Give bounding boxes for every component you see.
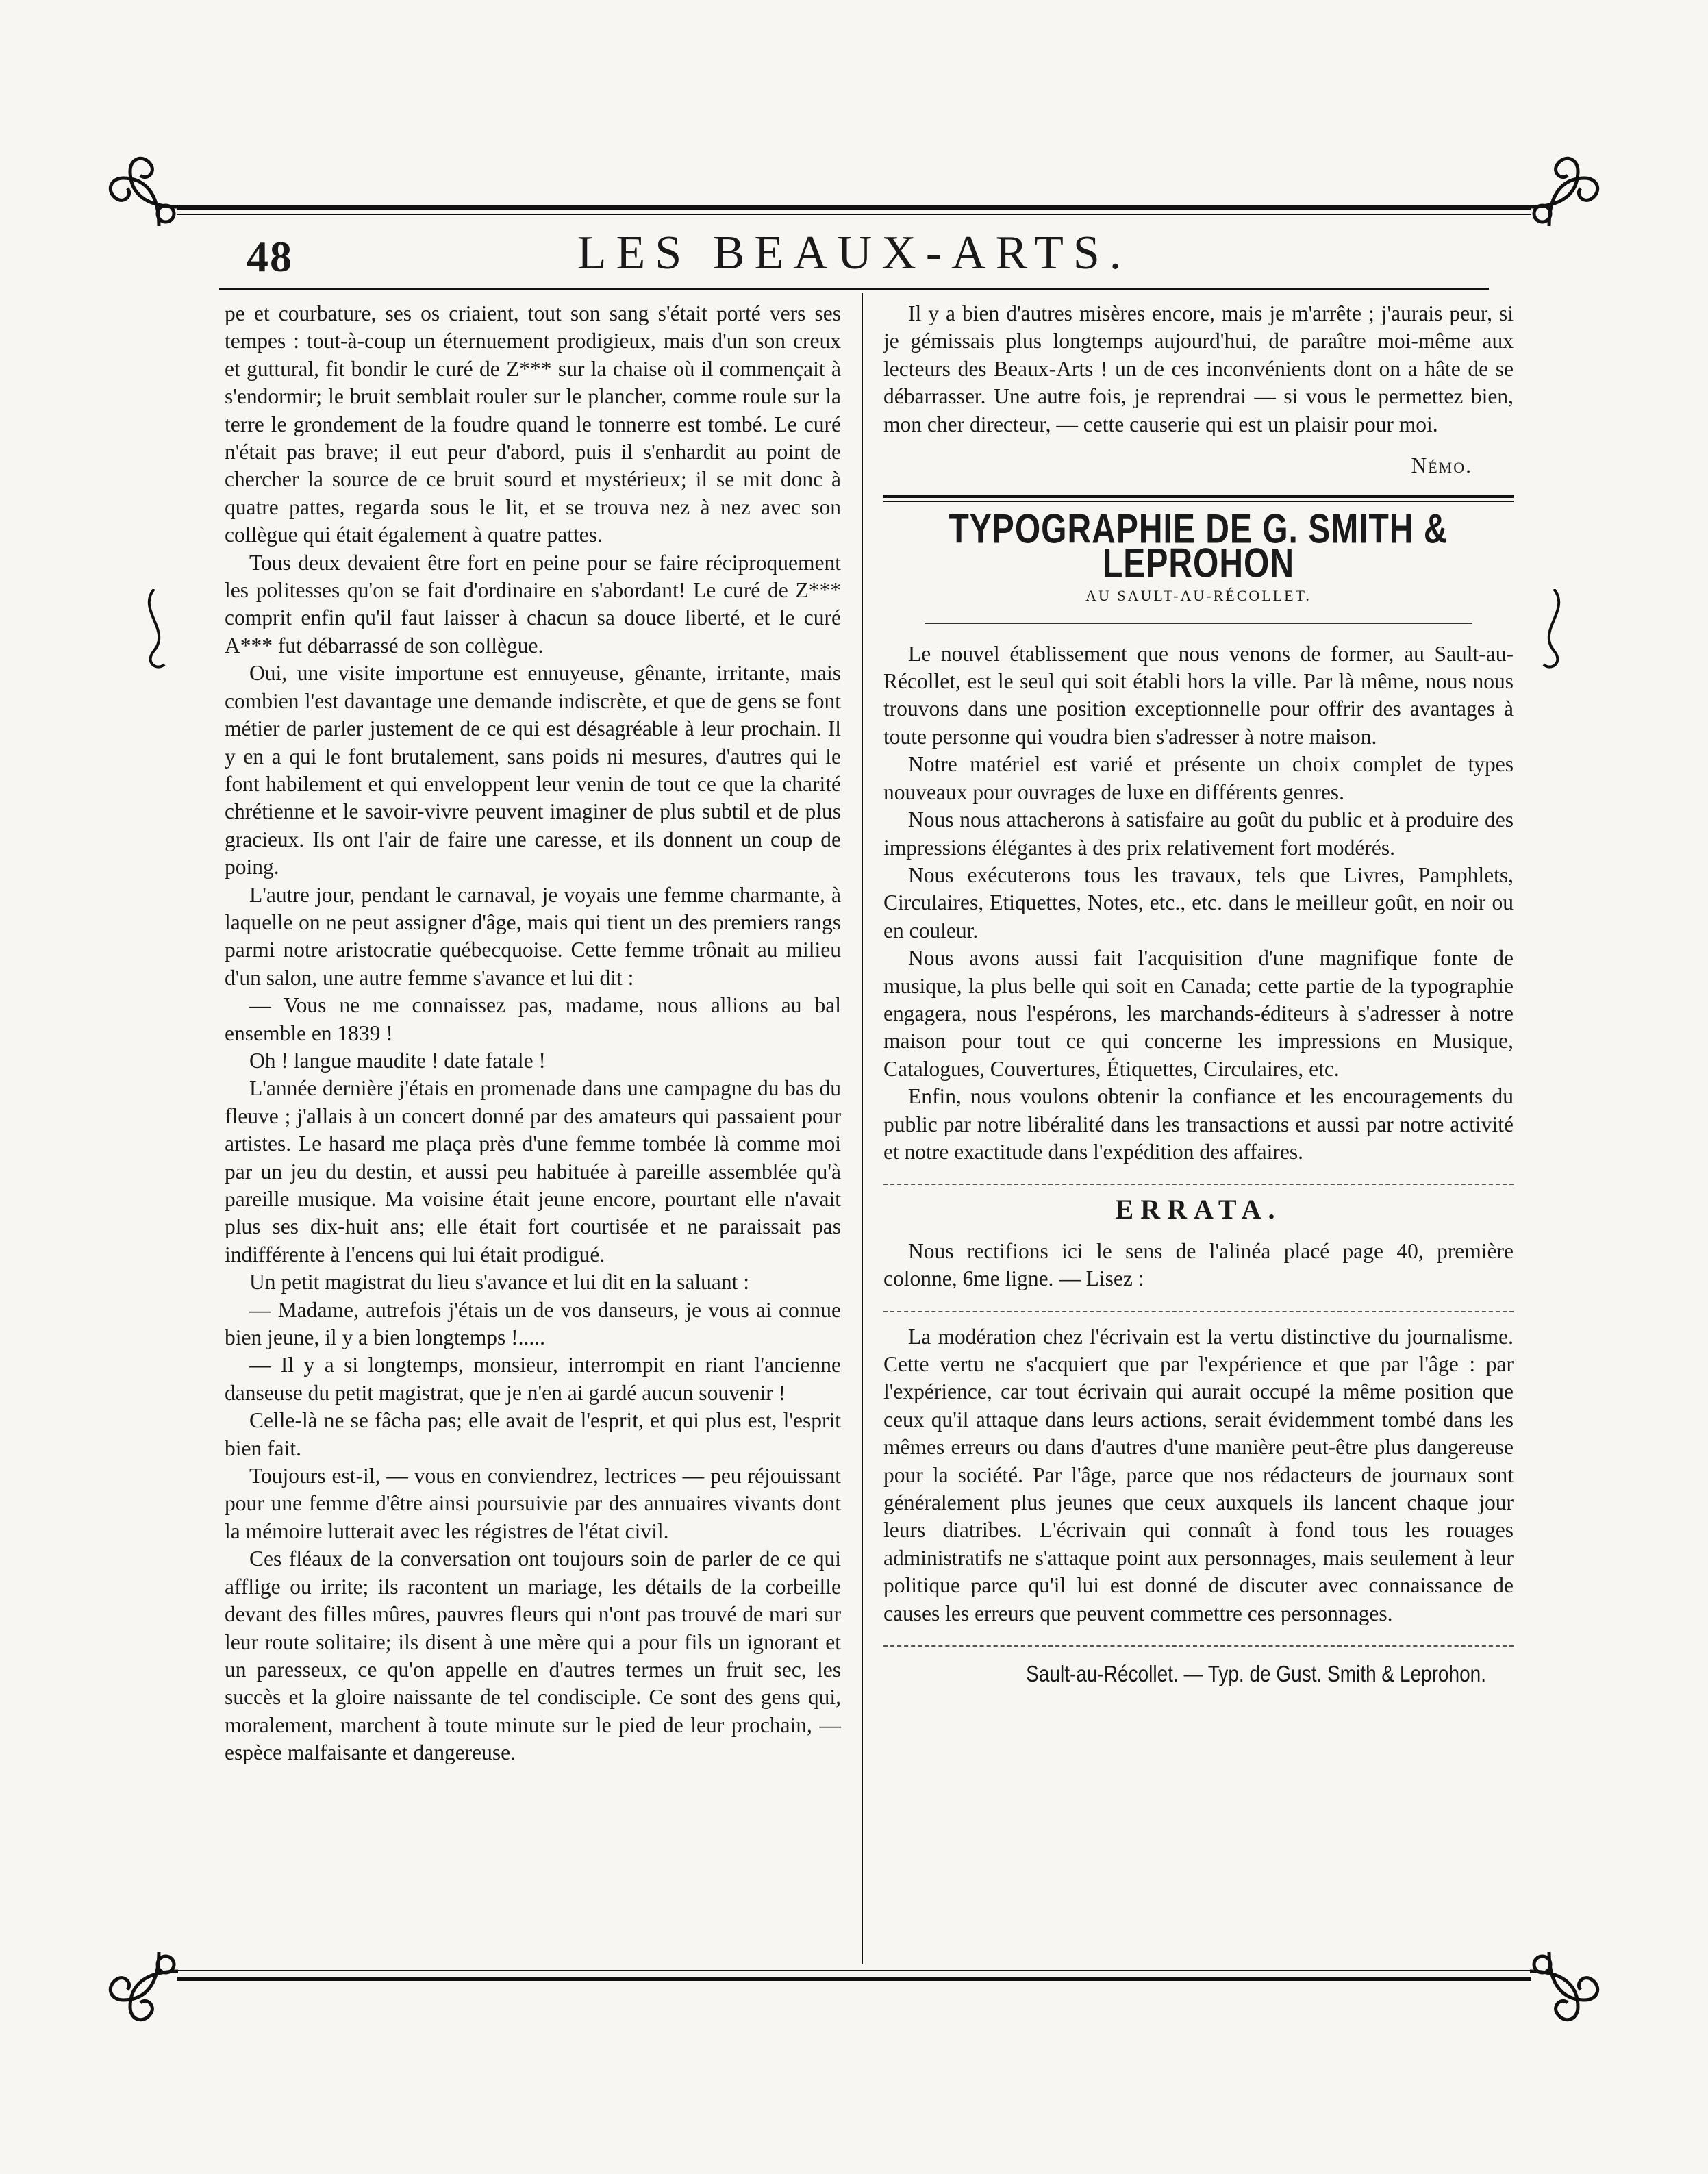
paragraph: — Madame, autrefois j'étais un de vos danseurs, je vous ai connue bien jeune, il y a bien longtemps !.....: [225, 1297, 841, 1350]
errata-text: La modération chez l'écrivain est la vertu distinctive du journalisme. Cette vertu ne s'acquiert que par l'expérience et que par l'âge : par l'expérience, car tout écrivain qui aurait occupé la même position que ceux qu'il attaque dans leurs actions, serait évidemment tombé dans les mêmes erreurs ou dans d'autres d'une manière peut-être plus dangereuse pour la société. Par l'âge, parce que nos rédacteurs de journaux sont généralement plus jeunes que ceux auxquels ils lancent chaque jour leurs diatribes. L'écrivain qui connaît à fond tous les rouages administratifs ne s'attaque point aux personnages, mais seulement à leur politique parce qu'il lui est donné de discuter avec connaissance de causes les erreurs que peuvent commettre ces personnages.: [883, 1324, 1514, 1625]
advertisement-subtitle: AU SAULT-AU-RÉCOLLET.: [1085, 587, 1311, 605]
errata-rule: [883, 1184, 1514, 1185]
advertisement-rule: [925, 623, 1472, 624]
top-border-thin-rule: [177, 214, 1531, 215]
paragraph: Tous deux devaient être fort en peine pour se faire réciproquement les politesses qu'on se fait d'ordinaire en s'abordant! Le curé de Z*** comprit enfin qu'il faut laisser à chacun sa douce liberté, et le curé A*** fut débarrassé de son collègue.: [225, 550, 841, 658]
page-number: 48: [247, 232, 293, 281]
paragraph: L'année dernière j'étais en promenade dans une campagne du bas du fleuve ; j'allais à un concert donné par des amateurs qui passaient pour artistes. Le hasard me plaça près d'une femme tombée là comme moi par un jeu du destin, et aussi peu habituée à pareille assemblée qu'à pareille musique. Ma voisine était jeune encore, pourtant elle n'avait plus ses dix-huit ans; elle était fort courtisée et ne paraissait pas indifférente à l'encens qui lui était prodigué.: [225, 1076, 841, 1266]
advertisement-paragraph: Nous avons aussi fait l'acquisition d'une magnifique fonte de musique, la plus belle qui soit en Canada; cette partie de la typographie engagera, nous l'espérons, les marchands-éditeurs à s'adresser à notre maison pour tout ce qui concerne les impressions en Musique, Catalogues, Couvertures, Étiquettes, Circulaires, etc.: [883, 946, 1514, 1081]
left-column: [225, 300, 841, 1767]
header-rule: [219, 288, 1489, 290]
column-divider: [862, 293, 863, 1964]
side-scroll-right-icon: [1530, 589, 1578, 671]
advertisement-paragraph: Enfin, nous voulons obtenir la confiance et les encouragements du public par notre libéralité dans les transactions et aussi par notre activité et notre exactitude dans l'expédition des affaires.: [883, 1084, 1514, 1164]
paragraph: — Vous ne me connaissez pas, madame, nous allions au bal ensemble en 1839 !: [225, 993, 841, 1045]
paragraph: L'autre jour, pendant le carnaval, je voyais une femme charmante, à laquelle on ne peut assigner d'âge, mais qui tient un des premiers rangs parmi notre aristocratie québecquoise. Cette femme trônait au milieu d'un salon, une autre femme s'avance et lui dit :: [225, 882, 841, 990]
errata-title: ERRATA.: [1115, 1194, 1282, 1225]
advertisement-paragraph: Nous exécuterons tous les travaux, tels que Livres, Pamphlets, Circulaires, Etiquettes, Notes, etc., etc. dans le meilleur goût, en noir ou en couleur.: [883, 862, 1514, 942]
advertisement-paragraph: Nous nous attacherons à satisfaire au goût du public et à produire des impressions élégantes à des prix relativement fort modérés.: [883, 808, 1514, 860]
bottom-border-thin-rule: [177, 1970, 1531, 1971]
bottom-border-rule: [177, 1977, 1531, 1981]
colophon-rule: [883, 1645, 1514, 1647]
top-border-rule: [177, 205, 1531, 210]
paragraph: Ces fléaux de la conversation ont toujours soin de parler de ce qui afflige ou irrite; ils racontent un mariage, les détails de la corbeille devant des filles mûres, pauvres fleurs qui n'ont pas trouvé de mari sur leur route solitaire; ils disent à une mère qui a pour fils un ignorant et un paresseux, ce qu'on appelle en d'autres termes un fruit sec, les succès et la gloire naissante de tel condisciple. Ce sont des gens qui, moralement, marchent à toute minute sur le pied de leur prochain, — espèce malfaisante et dangereuse.: [225, 1547, 841, 1765]
paragraph: Oui, une visite importune est ennuyeuse, gênante, irritante, mais combien l'est davantage une demande indiscrète, et que de gens se font métier de parler justement de ce qui est désagréable à leur prochain. Il y en a qui le font brutalement, sans poids ni mesures, d'autres qui le font habilement et qui enveloppent leur venin de tout ce que la charité chrétienne et le savoir-vivre peuvent imaginer de plus subtil et de plus gracieux. Ils ont l'air de faire une caresse, et ils donnent un coup de poing.: [225, 661, 841, 879]
paragraph: Oh ! langue maudite ! date fatale !: [249, 1048, 546, 1073]
paragraph: pe et courbature, ses os criaient, tout son sang s'était porté vers ses tempes : tout-à-coup un éternuement prodigieux, mais d'un son creux et guttural, fit bondir le curé de Z*** sur la chaise où il commençait à s'endormir; le bruit semblait rouler sur le plancher, comme roule sur la terre le grondement de la foudre quand le tonnerre est tombé. Le curé n'était pas brave; il eut peur d'abord, puis il s'enhardit au point de chercher la source de ce bruit sourd et mystérieux; il se mit donc à quatre pattes, regarda sous le lit, et se trouva nez à nez avec son collègue qui était également à quatre pattes.: [225, 301, 841, 547]
section-double-rule: [883, 495, 1514, 502]
side-scroll-left-icon: [130, 589, 178, 671]
author-signature: Némo.: [1411, 453, 1472, 478]
errata-intro: Nous rectifions ici le sens de l'alinéa placé page 40, première colonne, 6me ligne. — Lisez :: [883, 1238, 1514, 1291]
advertisement-title: TYPOGRAPHIE DE G. SMITH & LEPROHON: [949, 507, 1448, 588]
errata-separator: [883, 1311, 1514, 1312]
printer-colophon: Sault-au-Récollet. — Typ. de Gust. Smith & Leprohon.: [1026, 1660, 1486, 1687]
paragraph: Un petit magistrat du lieu s'avance et lui dit en la saluant :: [249, 1270, 749, 1295]
corner-ornament-bottom-right-icon: [1509, 1932, 1605, 2027]
corner-ornament-bottom-left-icon: [103, 1932, 199, 2027]
paragraph: — Il y a si longtemps, monsieur, interrompit en riant l'ancienne danseuse du petit magistrat, que je n'en ai gardé aucun souvenir !: [225, 1353, 841, 1405]
paragraph: Celle-là ne se fâcha pas; elle avait de l'esprit, et qui plus est, l'esprit bien fait.: [225, 1408, 841, 1460]
paragraph: Toujours est-il, — vous en conviendrez, lectrices — peu réjouissant pour une femme d'être ainsi poursuivie par des annuaires vivants dont la mémoire lutterait avec les régistres de l'état civil.: [225, 1464, 841, 1543]
right-column: [883, 300, 1514, 1688]
journal-title: LES BEAUX-ARTS.: [577, 227, 1131, 279]
advertisement-paragraph: Notre matériel est varié et présente un choix complet de types nouveaux pour ouvrages de luxe en différents genres.: [883, 752, 1514, 804]
closing-paragraph: Il y a bien d'autres misères encore, mais je m'arrête ; j'aurais peur, si je gémissais plus longtemps aujourd'hui, de paraître moi-même aux lecteurs des Beaux-Arts ! un de ces inconvénients dont on a hâte de se débarrasser. Une autre fois, je reprendrai — si vous le permettez bien, mon cher directeur, — cette causerie qui est un plaisir pour moi.: [883, 301, 1514, 436]
advertisement-paragraph: Le nouvel établissement que nous venons de former, au Sault-au-Récollet, est le seul qui soit établi hors la ville. Par là même, nous nous trouvons dans une position exceptionnelle pour offrir des avantages à toute personne qui voudra bien s'adresser à notre maison.: [883, 641, 1514, 749]
